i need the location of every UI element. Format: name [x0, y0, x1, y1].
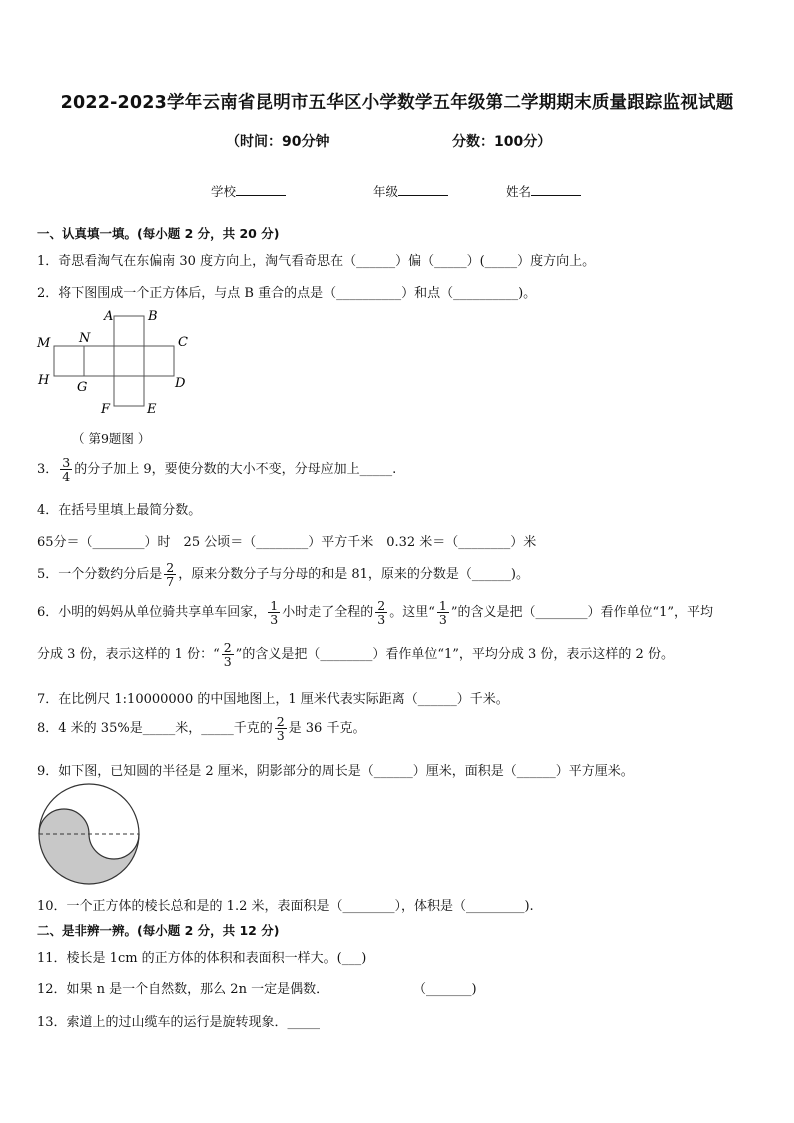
question-10: 10．一个正方体的棱长总和是的 1.2 米，表面积是（________），体积是（_________). [37, 899, 534, 914]
page-title: 2022-2023学年云南省昆明市五华区小学数学五年级第二学期期末质量跟踪监视试题 [60, 93, 734, 113]
question-4: 4．在括号里填上最简分数。 [37, 503, 202, 518]
net-square-top [114, 316, 144, 346]
question-6-line-2: 分成 3 份，表示这样的 1 份：“ $\frac{2}{3}$ ”的含义是把（________）看作单位“1”，平均分成 3 份，表示这样的 2 份。 [37, 640, 674, 669]
question-8: 8．4 米的 35%是_____米，_____千克的 $\frac{2}{3}$ 是 36 千克。 [37, 714, 366, 743]
grade-field[interactable] [373, 182, 448, 200]
net-square-3 [114, 346, 144, 376]
net-square-bottom [114, 376, 144, 406]
shaded-region [39, 809, 139, 884]
grade-label: 年级 [373, 184, 399, 199]
fraction-1-3-a: $\frac{1}{3}$ [270, 598, 279, 627]
fraction-3-4: $\frac{3}{4}$ [62, 455, 71, 484]
question-5: 5．一个分数约分后是 $\frac{2}{7}$ ，原来分数分子与分母的和是 81，原来的分数是（______)。 [37, 560, 529, 589]
question-6-line-1: 6．小明的妈妈从单位骑共享单车回家， $\frac{1}{3}$ 小时走了全程的 $\frac{2}{3}$ 。这里“ $\frac{1}{3}$ ”的含义是把（________）看作单位“1”，平均 [37, 598, 714, 627]
net-square-4 [144, 346, 174, 376]
label-E: E [147, 402, 157, 417]
question-12: 12．如果 n 是一个自然数，那么 2n 一定是偶数． [37, 982, 330, 997]
section-heading-2: 二、是非辨一辨。(每小题 2 分，共 12 分) [37, 923, 280, 938]
section-heading-1: 一、认真填一填。(每小题 2 分，共 20 分) [37, 226, 280, 241]
school-label: 学校 [211, 184, 237, 199]
fraction-1-3-b: $\frac{1}{3}$ [438, 598, 447, 627]
label-G: G [77, 380, 88, 395]
score-info: 分数：100分） [452, 134, 552, 150]
label-B: B [148, 309, 158, 324]
cube-net-figure [34, 306, 204, 418]
label-C: C [178, 335, 188, 350]
name-blank[interactable] [531, 183, 581, 196]
question-7: 7．在比例尺 1:10000000 的中国地图上，1 厘米代表实际距离（______）千米。 [37, 692, 509, 707]
fraction-2-3-c: $\frac{2}{3}$ [276, 714, 285, 743]
net-square-2 [84, 346, 114, 376]
label-F: F [101, 402, 111, 417]
question-11: 11．棱长是 1cm 的正方体的体积和表面积一样大。(___) [37, 951, 367, 966]
label-D: D [175, 376, 186, 391]
school-field[interactable] [211, 182, 286, 200]
fraction-2-3-b: $\frac{2}{3}$ [223, 640, 232, 669]
question-1: 1．奇思看淘气在东偏南 30 度方向上，淘气看奇思在（______）偏（_____）(_____）度方向上。 [37, 254, 596, 269]
figure-caption: （ 第9题图 ） [72, 431, 151, 446]
net-square-1 [54, 346, 84, 376]
label-M: M [37, 336, 51, 351]
question-12-blank: （_______) [413, 982, 477, 997]
label-N: N [79, 331, 91, 346]
name-label: 姓名 [506, 184, 532, 199]
question-2: 2．将下图围成一个正方体后，与点 B 重合的点是（__________）和点（__________)。 [37, 286, 537, 301]
circle-figure [36, 783, 144, 887]
school-blank[interactable] [236, 183, 286, 196]
question-3: 3． $\frac{3}{4}$ 的分子加上 9，要使分数的大小不变，分母应加上_____. [37, 455, 397, 484]
fraction-2-3-a: $\frac{2}{3}$ [377, 598, 386, 627]
label-H: H [38, 373, 50, 388]
question-13: 13．索道上的过山缆车的运行是旋转现象．_____ [37, 1015, 321, 1030]
fraction-2-7: $\frac{2}{7}$ [166, 560, 175, 589]
question-9: 9．如下图，已知圆的半径是 2 厘米，阴影部分的周长是（______）厘米，面积是（______）平方厘米。 [37, 764, 634, 779]
grade-blank[interactable] [398, 183, 448, 196]
question-4-blanks: 65分＝（________）时 25 公顷＝（________）平方千米 0.32 米＝（________）米 [37, 535, 537, 550]
time-info: （时间：90分钟 [226, 134, 330, 150]
name-field[interactable] [506, 182, 581, 200]
label-A: A [104, 309, 114, 324]
